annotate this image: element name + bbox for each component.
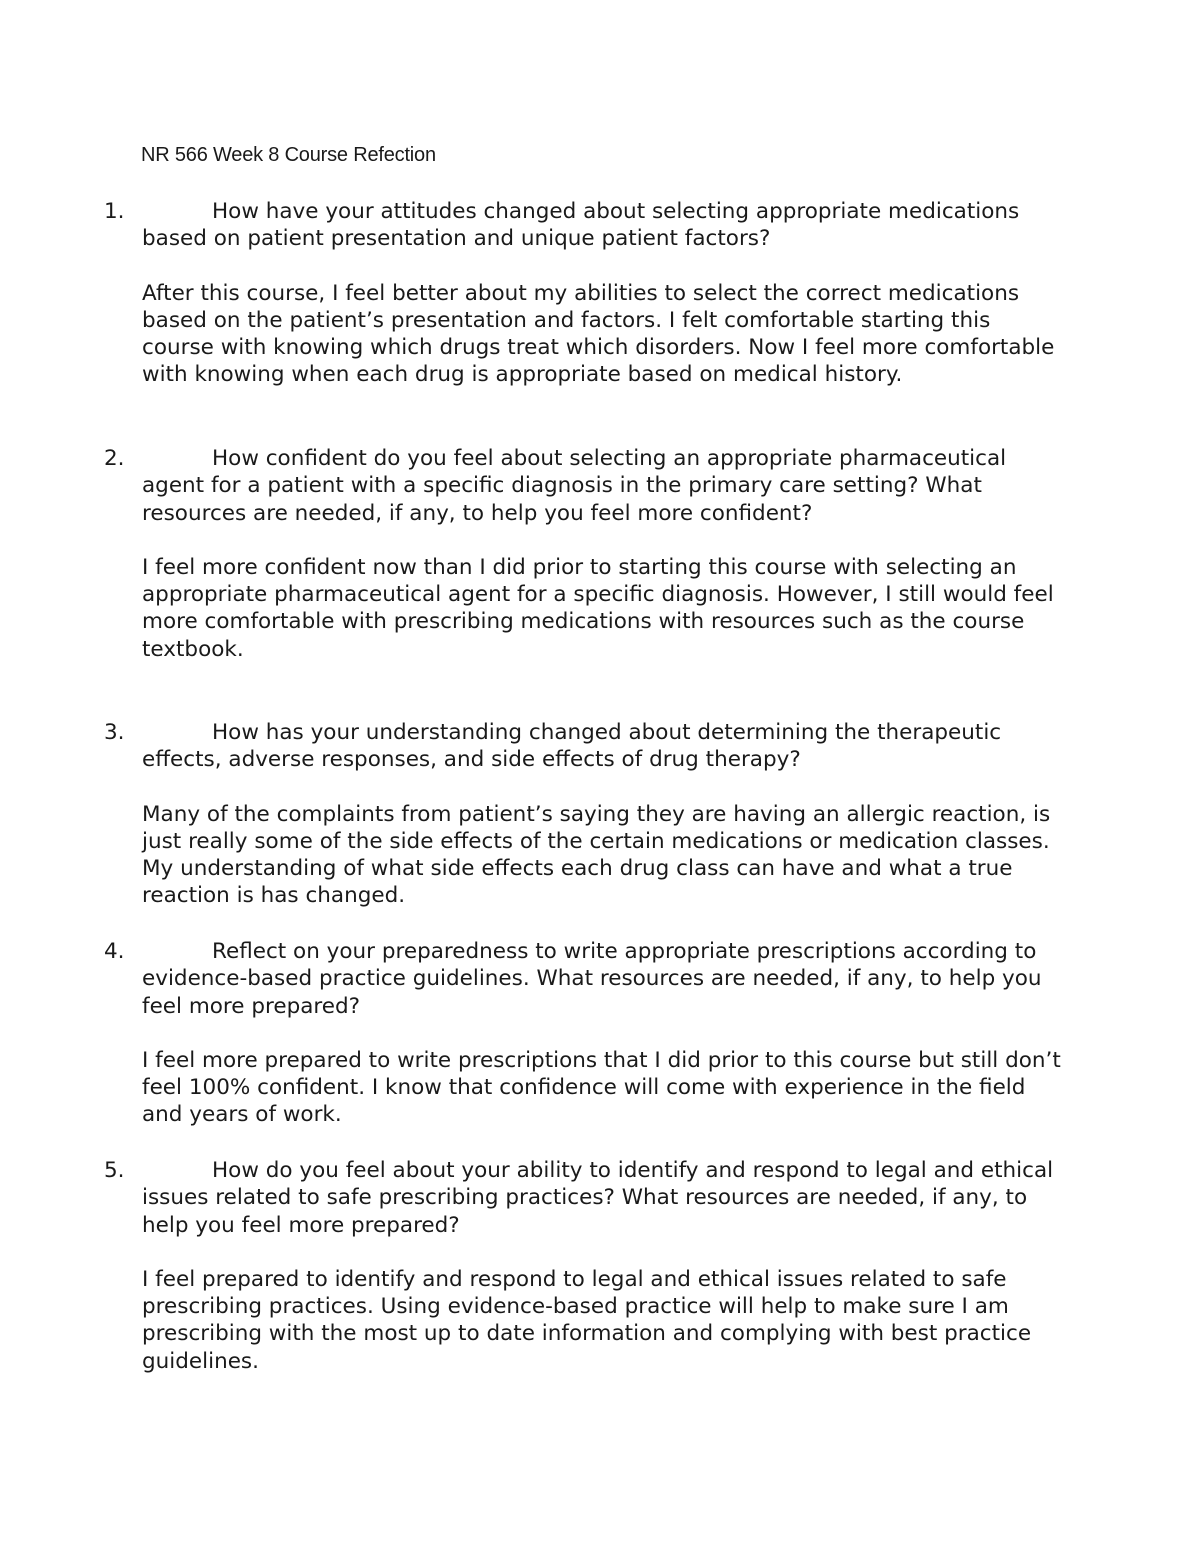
question-1	[104, 198, 1064, 253]
answer-5: I feel prepared to identify and respond to legal and ethical issues related to safe prescribing practices. Using evidence-based practice will help to make sure I am prescribing with the most up to date information and complying with best practice guidelines.	[142, 1266, 1032, 1374]
question-block-3	[104, 719, 1064, 910]
question-number: 4.	[104, 939, 125, 964]
question-text: How do you feel about your ability to identify and respond to legal and ethical issues related to safe prescribing practices? What resources are needed, if any, to help you feel more prepared?	[142, 1158, 1054, 1238]
question-text: How have your attitudes changed about selecting appropriate medications based on patient presentation and unique patient factors?	[142, 199, 1020, 252]
answer-1: After this course, I feel better about my abilities to select the correct medications based on the patient’s presentation and factors. I felt comfortable starting this course with knowing which drugs treat which disorders. Now I feel more comfortable with knowing when each drug is appropriate based on medical history.	[142, 280, 1055, 388]
question-block-5	[104, 1157, 1064, 1375]
question-number: 2.	[104, 446, 125, 471]
question-3	[104, 719, 1064, 774]
question-block-2	[104, 445, 1064, 663]
question-text: How has your understanding changed about determining the therapeutic effects, adverse responses, and side effects of drug therapy?	[142, 720, 1002, 773]
question-5	[104, 1157, 1064, 1239]
question-number: 5.	[104, 1158, 125, 1183]
question-text: How confident do you feel about selecting an appropriate pharmaceutical agent for a patient with a specific diagnosis in the primary care setting? What resources are needed, if any, to help you feel more confident?	[142, 446, 1007, 526]
question-number: 1.	[104, 199, 125, 224]
question-number: 3.	[104, 720, 125, 745]
question-2	[104, 445, 1064, 527]
answer-2: I feel more confident now than I did prior to starting this course with selecting an appropriate pharmaceutical agent for a specific diagnosis. However, I still would feel more comfortable with prescribing medications with resources such as the course textbook.	[142, 554, 1054, 662]
question-block-1	[104, 198, 1064, 389]
question-4	[104, 938, 1064, 1020]
question-text: Reflect on your preparedness to write appropriate prescriptions according to evidence-based practice guidelines. What resources are needed, if any, to help you feel more prepared?	[142, 939, 1042, 1019]
answer-4: I feel more prepared to write prescriptions that I did prior to this course but still don’t feel 100% confident. I know that confidence will come with experience in the field and years of work.	[142, 1047, 1061, 1128]
document-title: NR 566 Week 8 Course Refection	[141, 144, 436, 166]
answer-3: Many of the complaints from patient’s saying they are having an allergic reaction, is just really some of the side effects of the certain medications or medication classes. My understanding of what side effects each drug class can have and what a true reaction is has changed.	[142, 801, 1051, 909]
question-block-4	[104, 938, 1064, 1129]
